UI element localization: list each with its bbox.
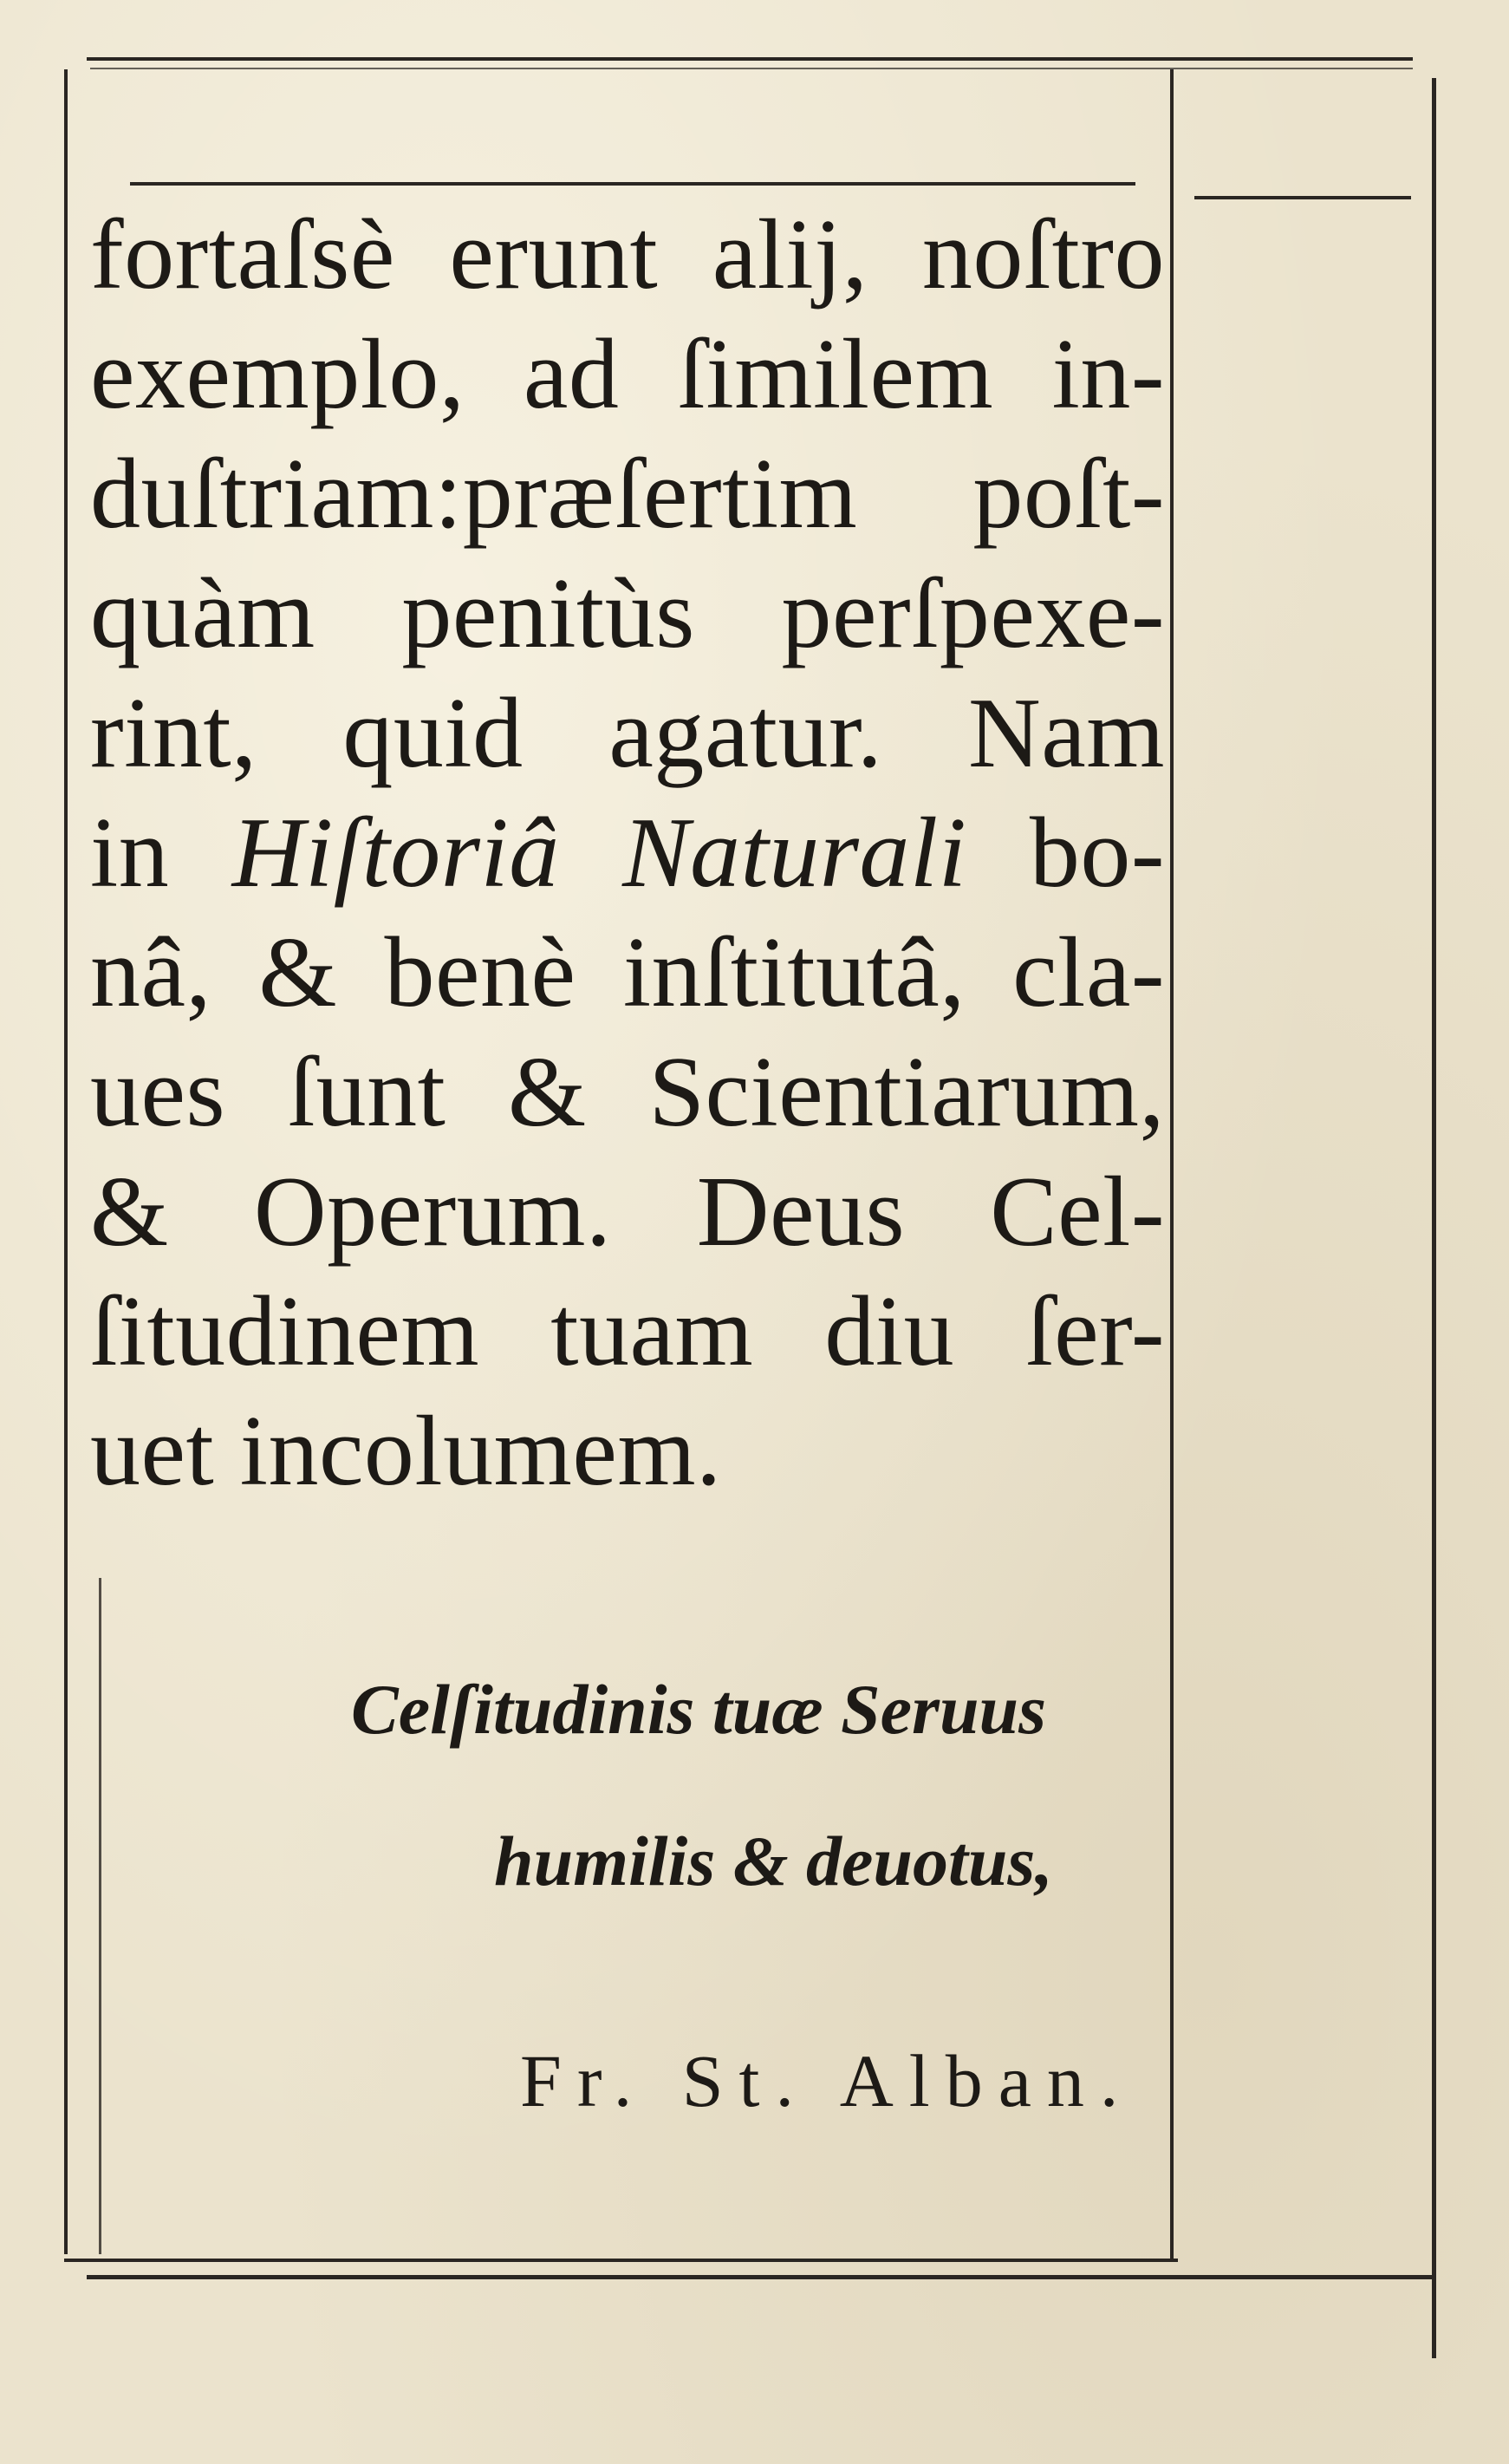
text-line-6-start: in — [90, 798, 232, 909]
text-line-2: exemplo, ad ſimilem in- — [90, 319, 1165, 430]
bottom-border-rule — [64, 2259, 1178, 2262]
text-line-11: uet incolumem. — [90, 1396, 722, 1507]
text-line-5: rint, quid agatur. Nam — [90, 678, 1165, 789]
body-text — [90, 195, 1165, 1511]
bottom-border-rule-2 — [87, 2275, 1434, 2279]
signature: Fr. St. Alban. — [520, 2039, 1135, 2122]
text-line-9: & Operum. Deus Cel- — [90, 1157, 1165, 1268]
left-border-rule — [64, 69, 68, 2254]
text-line-6-end: bo- — [966, 798, 1165, 909]
right-border-rule — [1432, 78, 1436, 2358]
top-border-rule — [87, 57, 1413, 61]
text-line-4: quàm penitùs perſpexe- — [90, 558, 1165, 669]
text-line-1: fortaſsè erunt alij, noſtro — [90, 199, 1165, 310]
text-line-8: ues ſunt & Scientiarum, — [90, 1037, 1165, 1148]
margin-top-rule — [1194, 196, 1411, 199]
text-line-7: nâ, & benè inſtitutâ, cla- — [90, 917, 1165, 1028]
column-divider-rule — [1170, 69, 1174, 2259]
left-inner-rule — [99, 1578, 101, 2254]
closing-line-2: humilis & deuotus, — [494, 1822, 1053, 1900]
text-top-rule — [130, 182, 1135, 186]
closing-line-1: Celſitudinis tuæ Seruus — [351, 1670, 1047, 1749]
top-border-rule-2 — [90, 68, 1413, 69]
text-line-10: ſitudinem tuam diu ſer- — [90, 1276, 1165, 1387]
historia-naturali-italic: Hiſtoriâ Naturali — [231, 798, 967, 909]
text-line-3: duſtriam:præſertim poſt- — [90, 439, 1165, 550]
text-line-6 — [90, 793, 1165, 913]
